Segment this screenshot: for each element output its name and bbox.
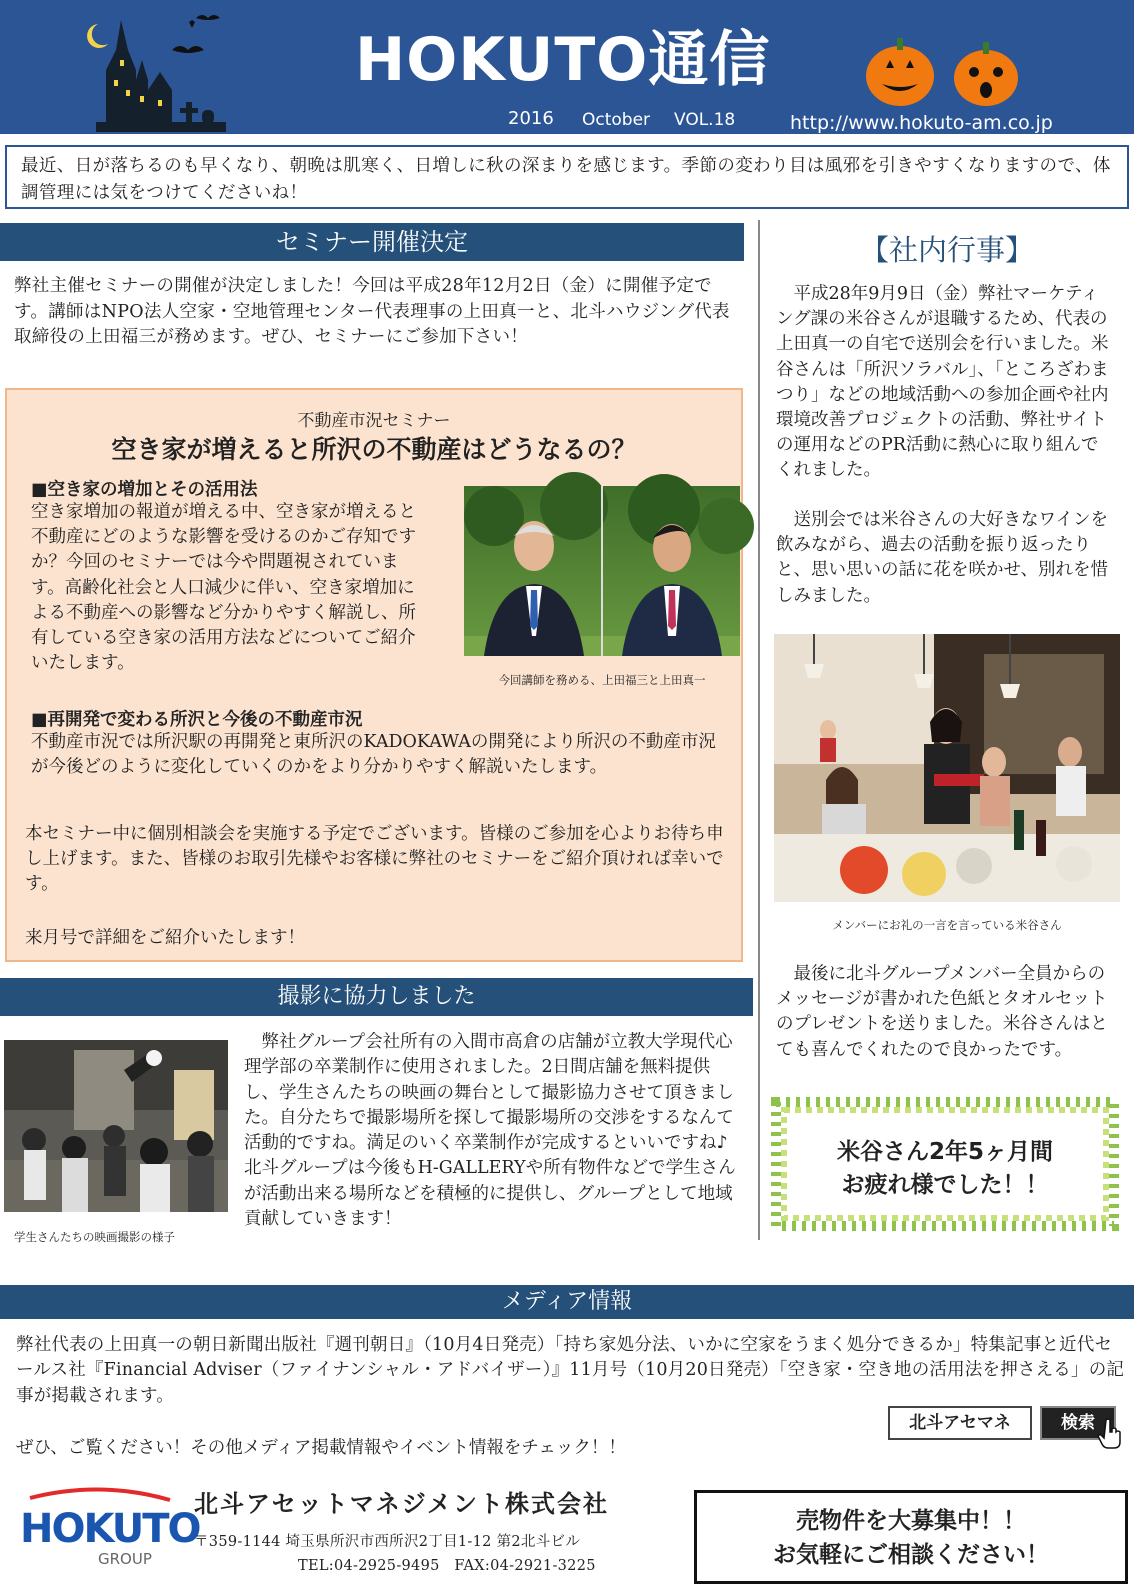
farewell-message [770,1136,1120,1202]
search-input[interactable]: 北斗アセマネ [888,1406,1032,1440]
pointer-hand-icon [1098,1418,1122,1448]
property-recruit-box [694,1490,1128,1584]
hokuto-group-logo [16,1484,200,1572]
event-heading: 【社内行事】 [859,233,1034,267]
seminar-next-issue-text: 来月号で詳細をご紹介いたします！ [25,928,305,948]
film-shoot-photo [4,1040,228,1212]
search-button[interactable]: 検索 [1040,1406,1116,1440]
filming-heading: 撮影に協力しました [0,978,753,1016]
svg-text:HOKUTO: HOKUTO [20,1506,200,1552]
speakers-photo [464,486,740,656]
seminar-heading: セミナー開催決定 [0,223,744,261]
newsletter-title: HOKUTO通信 [355,25,771,95]
seminar-topic2-text: 不動産市況では所沢駅の再開発と東所沢のKADOKAWAの開発により所沢の不動産市況が今後どのように変化していくのかをより分かりやすく解説いたします。 [31,732,716,778]
party-photo-caption: メンバーにお礼の一言を言っている米谷さん [832,918,1062,932]
event-text-3: 最後に北斗グループメンバー全員からのメッセージが書かれた色紙とタオルセットのプレゼントを送りました。米谷さんはとても喜んでくれたので良かったです。 [776,964,1108,1060]
media-article: 弊社代表の上田真一の朝日新聞出版社『週刊朝日』（10月4日発売）「持ち家処分法、いかに空家をうまく処分できるか」特集記事と近代セールス社『Financial Adviser（ファイナンシャル・アドバイザー）』11月号（10月20日発売）「空き家・空き地の活用法を押さえる」の記事が掲載されます。 [16,1335,1125,1406]
company-phone-fax: TEL:04-2925-9495 FAX:04-2921-3225 [298,1558,596,1574]
event-text-2: 送別会では米谷さんの大好きなワインを飲みながら、過去の活動を振り返ったりと、思い思いの話に花を咲かせ、別れを惜しみました。 [776,510,1108,606]
filming-article: 弊社グループ会社所有の入間市高倉の店舗が立教大学現代心理学部の卒業制作に使用されました。2日間店舗を無料提供し、学生さんたちの映画の舞台として撮影協力させて頂きました。自分たちで撮影場所を探して撮影場所の交渉をするなんて活動的ですね。満足のいく卒業制作が完成するといいですね♪北斗グループは今後もH-GALLERYや所有物件などで学生さんが活動出来る場所などを積極的に提供し、グループとして地域貢献していきます！ [244,1032,736,1230]
film-shoot-photo-caption: 学生さんたちの映画撮影の様子 [14,1230,175,1244]
haunted-castle-icon [76,10,246,132]
seminar-consultation-text: 本セミナー中に個別相談会を実施する予定でございます。皆様のご参加を心よりお待ち申し上げます。また、皆様のお取引先様やお客様に弊社のセミナーをご紹介頂ければ幸いです。 [25,824,724,895]
speakers-photo-caption: 今回講師を務める、上田福三と上田真一 [498,673,706,687]
intro-greeting: 最近、日が落ちるのも早くなり、朝晩は肌寒く、日増しに秋の深まりを感じます。季節の変わり目は風邪を引きやすくなりますので、体調管理には気をつけてくださいね！ [5,145,1129,209]
recruit-line-2: お気軽にご相談ください！ [773,1542,1049,1568]
seminar-title: 空き家が増えると所沢の不動産はどうなるの？ [111,435,637,464]
issue-volume: VOL.18 [674,110,736,130]
farewell-line-1: 米谷さん2年5ヶ月間 [836,1139,1053,1165]
jack-o-lantern-icon [862,30,1032,110]
column-divider [758,220,760,1240]
seminar-detail-box [5,388,743,962]
event-text-1: 平成28年9月9日（金）弊社マーケティング課の米谷さんが退職するため、代表の上田真一の自宅で送別会を行いました。米谷さんは「所沢ソラバル」、「ところざわまつり」などの地域活動への参加企画や社内環境改善プロジェクトの活動、弊社サイトの運用などのPR活動に熱心に取り組んでくれました。 [776,284,1109,481]
seminar-topic1-heading: ■空き家の増加とその活用法 [31,480,258,500]
media-call-to-action: ぜひ、ご覧ください！その他メディア掲載情報やイベント情報をチェック！！ [16,1438,626,1458]
issue-year: 2016 [508,108,554,129]
company-address: 〒359-1144 埼玉県所沢市西所沢2丁目1-12 第2北斗ビル [194,1534,581,1550]
recruit-line-1: 売物件を大募集中！！ [796,1508,1026,1534]
header-banner [0,0,1134,134]
website-link[interactable]: http://www.hokuto-am.co.jp [790,112,1053,134]
seminar-announcement: 弊社主催セミナーの開催が決定しました！今回は平成28年12月2日（金）に開催予定です。講師はNPO法人空家・空地管理センター代表理事の上田真一と、北斗ハウジング代表取締役の上田福三が務めます。ぜひ、セミナーにご参加下さい！ [14,276,730,347]
company-name: 北斗アセットマネジメント株式会社 [194,1490,610,1518]
seminar-topic2-heading: ■再開発で変わる所沢と今後の不動産市況 [31,710,363,730]
seminar-subtitle: 不動産市況セミナー [297,411,451,431]
farewell-party-photo [774,634,1120,902]
farewell-line-2: お疲れ様でした！！ [841,1172,1049,1198]
seminar-topic1-text: 空き家増加の報道が増える中、空き家が増えると不動産にどのような影響を受けるのかご存知ですか？今回のセミナーでは今や問題視されています。高齢化社会と人口減少に伴い、空き家増加による不動産への影響など分かりやすく解説し、所有している空き家の活用方法などについてご紹介いたします。 [31,502,416,674]
media-heading: メディア情報 [0,1285,1134,1319]
issue-month: October [582,110,651,130]
svg-text:GROUP: GROUP [98,1550,152,1568]
